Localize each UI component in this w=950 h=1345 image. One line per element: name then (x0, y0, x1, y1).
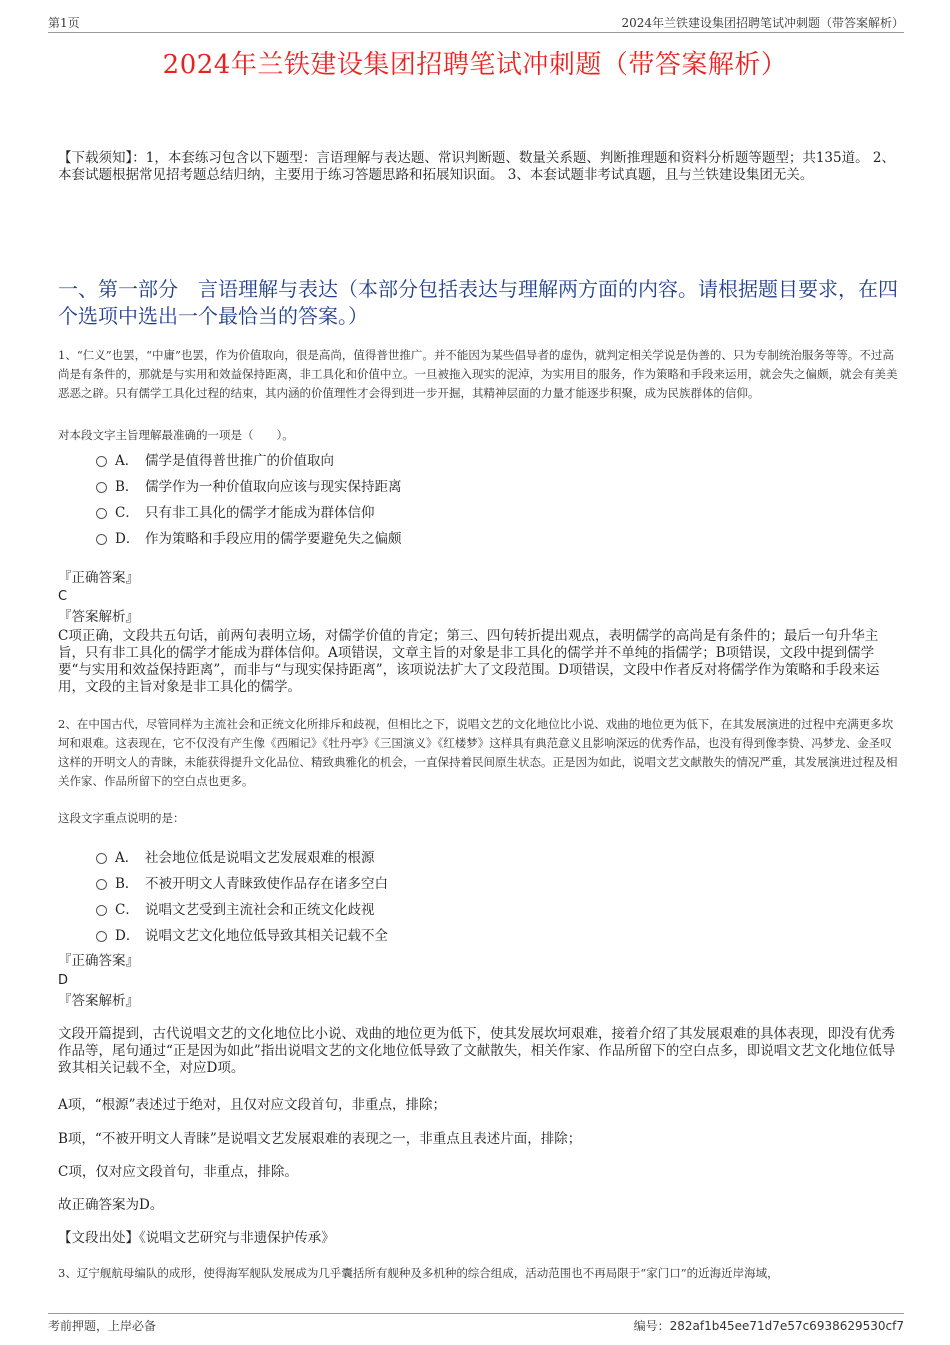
q2-option-d[interactable] (96, 921, 876, 947)
q2-text: 2、在中国古代，尽管同样为主流社会和正统文化所排斥和歧视，但相比之下，说唱文艺的文化地位比小说、戏曲的地位更为低下，在其发展演进的过程中充满更多坎坷和艰难。这表现在，它不仅没有产生像《西厢记》《牡丹亭》《三国演义》《红楼梦》这样具有典范意义且影响深远的优秀作品，也没有得到像李贽、冯梦龙、金圣叹这样的开明文人的青睐，未能获得提升文化品位、精致典雅化的机会，一直保持着民间原生状态。正是因为如此，说唱文艺文献散失的情况严重，其发展演进过程及相关作家、作品所留下的空白点也更多。 (58, 717, 898, 788)
radio-icon[interactable] (96, 482, 107, 493)
q1-option-b[interactable] (96, 472, 876, 498)
q1-analysis: C项正确，文段共五句话，前两句表明立场，对儒学价值的肯定；第三、四句转折提出观点，表明儒学的高尚是有条件的；最后一句升华主旨，只有非工具化的儒学才能成为群体信仰。A项错误，文章主旨的对象是非工具化的儒学并不单纯的指儒学；B项错误，文段中提到儒学要“与实用和效益保持距离”，而非与“与现实保持距离”，该项说法扩大了文段范围。D项错误，文段中作者反对将儒学作为策略和手段来运用，文段的主旨对象是非工具化的儒学。 (58, 628, 880, 695)
option-letter: A． (115, 453, 139, 469)
option-text: 儒学作为一种价值取向应该与现实保持距离 (145, 479, 402, 495)
option-text: 作为策略和手段应用的儒学要避免失之偏颇 (145, 531, 402, 547)
radio-icon[interactable] (96, 456, 107, 467)
section-heading: 一、第一部分 言语理解与表达（本部分包括表达与理解两方面的内容。请根据题目要求，在四个选项中选出一个最恰当的答案。） (58, 277, 898, 328)
option-text: 儒学是值得普世推广的价值取向 (145, 453, 334, 469)
q1-question: 对本段文字主旨理解最准确的一项是（ ）。 (58, 428, 294, 442)
option-text: 不被开明文人青睐致使作品存在诸多空白 (145, 876, 388, 892)
q2-note-a: A项，“根源”表述过于绝对，且仅对应文段首句，非重点，排除； (58, 1097, 447, 1113)
footer-slogan: 考前押题，上岸必备 (48, 1319, 157, 1333)
option-text: 说唱文艺受到主流社会和正统文化歧视 (145, 902, 375, 918)
doc-code-label: 编号： (633, 1319, 670, 1333)
radio-icon[interactable] (96, 931, 107, 942)
radio-icon[interactable] (96, 534, 107, 545)
q1-text: 1、“仁义”也罢，“中庸”也罢，作为价值取向，很是高尚，值得普世推广。并不能因为某些倡导者的虚伪，就判定相关学说是伪善的、只为专制统治服务等等。不过高尚是有条件的，那就是与实用和效益保持距离，非工具化和价值中立。一旦被拖入现实的泥淖，为实用目的服务，作为策略和手段来运用，就会失之偏颇，就会有美美恶恶之辟。只有儒学工具化过程的结束，其内涵的价值理性才会得到进一步开掘，其精神层面的力量才能逐步积聚，成为民族群体的信仰。 (58, 348, 898, 400)
q2-answer-label: 『正确答案』 (58, 953, 139, 969)
option-text: 只有非工具化的儒学才能成为群体信仰 (145, 505, 375, 521)
option-letter: C． (115, 902, 139, 918)
option-letter: B． (115, 876, 139, 892)
radio-icon[interactable] (96, 853, 107, 864)
option-letter: D． (115, 928, 140, 944)
q2-source: 【文段出处】《说唱文艺研究与非遗保护传承》 (58, 1230, 335, 1246)
page-title: 2024年兰铁建设集团招聘笔试冲刺题（带答案解析） (162, 50, 788, 80)
page-header (48, 14, 904, 33)
option-text: 说唱文艺文化地位低导致其相关记载不全 (145, 928, 388, 944)
option-letter: A． (115, 850, 139, 866)
option-letter: D． (115, 531, 140, 547)
page-number: 第1页 (48, 16, 80, 30)
q2-note-b: B项，“不被开明文人青睐”是说唱文艺发展艰难的表现之一，非重点且表述片面，排除； (58, 1131, 582, 1147)
q2-analysis-label: 『答案解析』 (58, 993, 139, 1009)
q1-answer: C (58, 589, 68, 604)
q2-note-c: C项，仅对应文段首句，非重点，排除。 (58, 1164, 298, 1180)
header-doc-title: 2024年兰铁建设集团招聘笔试冲刺题（带答案解析） (621, 16, 904, 30)
q1-option-c[interactable] (96, 498, 876, 524)
radio-icon[interactable] (96, 905, 107, 916)
q3-text: 3、辽宁舰航母编队的成形，使得海军舰队发展成为几乎囊括所有舰种及多机种的综合组成，活动范围也不再局限于“家门口”的近海近岸海域， (58, 1266, 779, 1280)
q2-conclusion: 故正确答案为D。 (58, 1197, 164, 1213)
radio-icon[interactable] (96, 508, 107, 519)
doc-code (634, 1317, 904, 1334)
q2-options (96, 843, 876, 947)
q2-answer: D (58, 973, 69, 988)
option-letter: B． (115, 479, 139, 495)
q1-answer-label: 『正确答案』 (58, 570, 139, 586)
radio-icon[interactable] (96, 879, 107, 890)
q1-option-a[interactable] (96, 446, 876, 472)
q2-option-a[interactable] (96, 843, 876, 869)
doc-code-value: 282af1b45ee71d7e57c6938629530cf7 (669, 1319, 904, 1333)
q2-option-c[interactable] (96, 895, 876, 921)
q1-option-d[interactable] (96, 524, 876, 550)
page-footer (48, 1313, 904, 1337)
q2-question: 这段文字重点说明的是： (58, 811, 185, 825)
q1-analysis-label: 『答案解析』 (58, 609, 139, 625)
q2-option-b[interactable] (96, 869, 876, 895)
download-notice: 【下载须知】：1，本套练习包含以下题型：言语理解与表达题、常识判断题、数量关系题、判断推理题和资料分析题等题型；共135道。 2、本套试题根据常见招考题总结归纳，主要用于练习答题思路和拓展知识面。 3、本套试题非考试真题，且与兰铁建设集团无关。 (58, 150, 895, 183)
q2-analysis: 文段开篇提到，古代说唱文艺的文化地位比小说、戏曲的地位更为低下，使其发展坎坷艰难，接着介绍了其发展艰难的具体表现，即没有优秀作品等，尾句通过“正是因为如此”指出说唱文艺的文化地位低导致了文献散失，相关作家、作品所留下的空白点多，即说唱文艺文化地位低导致其相关记载不全，对应D项。 (58, 1026, 896, 1076)
option-text: 社会地位低是说唱文艺发展艰难的根源 (145, 850, 375, 866)
q1-options (96, 446, 876, 550)
option-letter: C． (115, 505, 139, 521)
